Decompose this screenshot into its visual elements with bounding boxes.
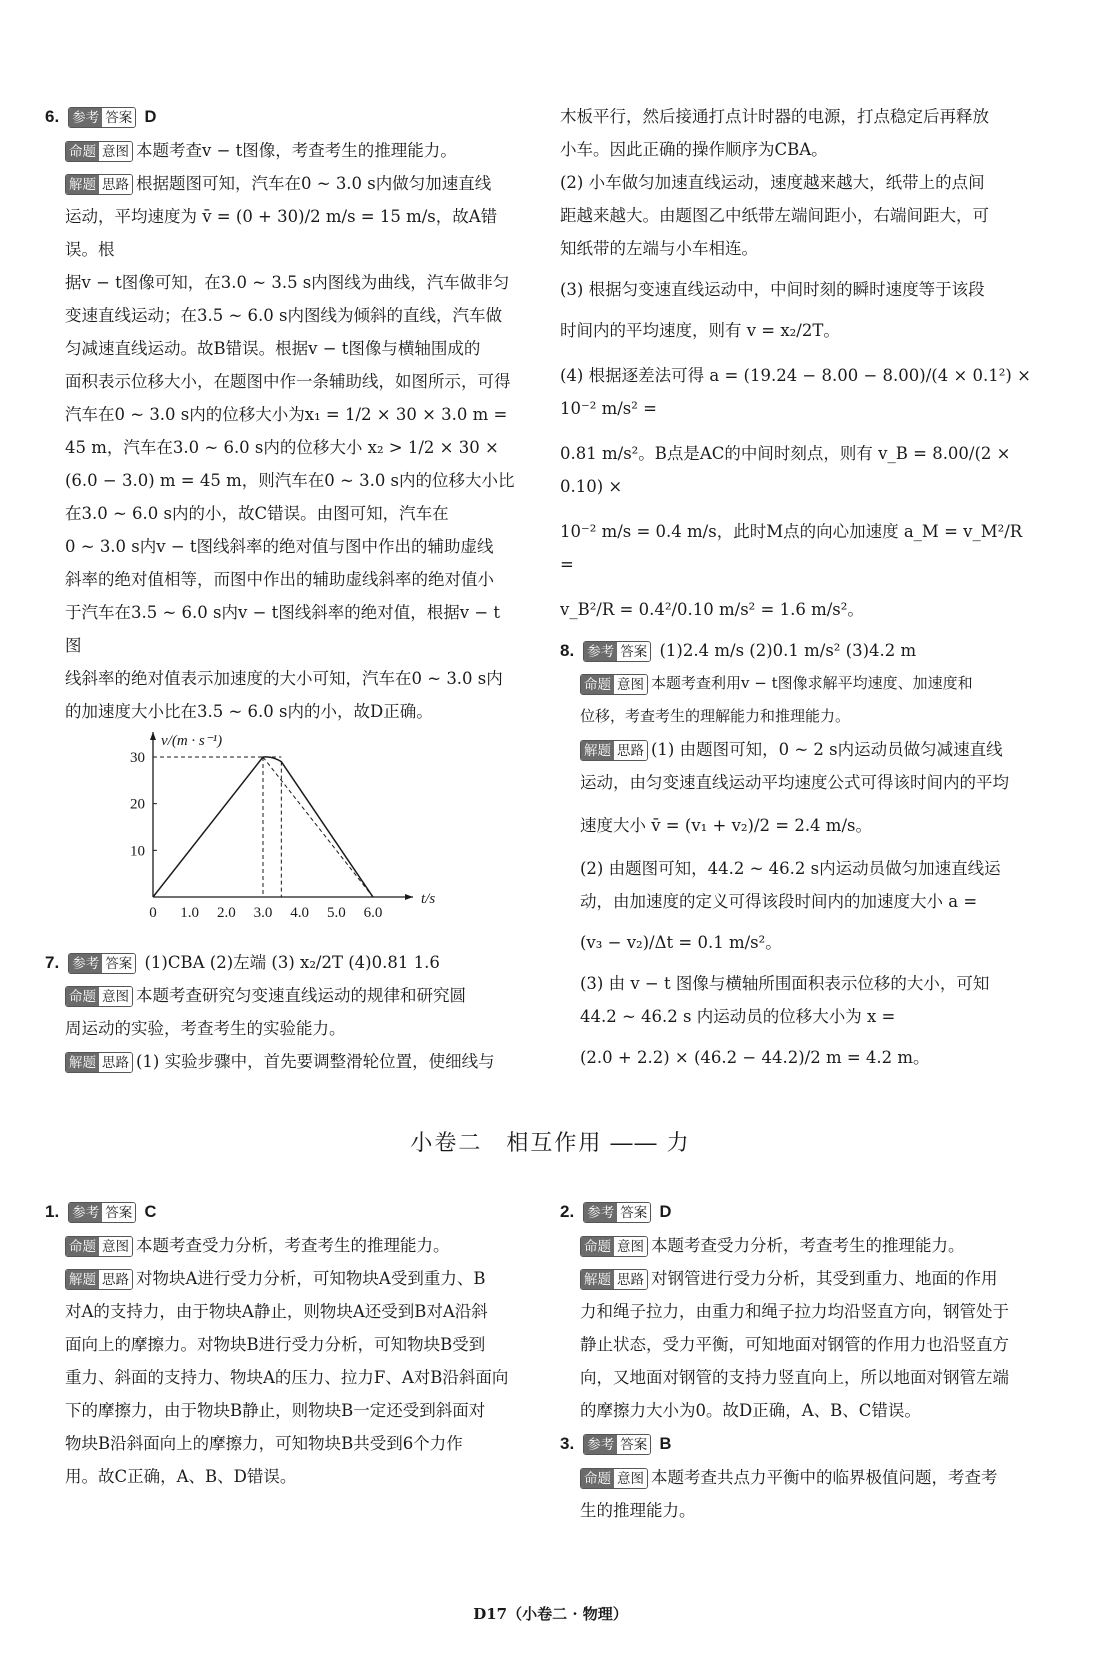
solution-line: 距越来越大。由题图乙中纸带左端间距小，右端间距大，可 [560,206,989,225]
solution-line: (2) 由题图可知，44.2 ~ 46.2 s内运动员做匀加速直线运 [580,859,1001,878]
x-tick-label: 0 [149,905,157,921]
solution-line: (3) 由 v − t 图像与横轴所围面积表示位移的大小，可知 [580,974,990,993]
solution-line: 10⁻² m/s = 0.4 m/s，此时M点的向心加速度 a_M = v_M²/R = [560,522,1023,574]
solution-line: 重力、斜面的支持力、物块A的压力、拉力F、A对B沿斜面向 [65,1368,509,1387]
solution-line: 面积表示位移大小，在题图中作一条辅助线，如图所示，可得 [65,372,511,391]
intent-text: 本题考查v − t图像，考查考生的推理能力。 [136,141,457,160]
solution-line: (v₃ − v₂)/Δt = 0.1 m/s²。 [580,933,782,952]
intent-text: 本题考查共点力平衡中的临界极值问题，考查考 [651,1468,998,1487]
left-column [45,100,515,728]
solution-line: 0 ~ 3.0 s内v − t图线斜率的绝对值与图中作出的辅助虚线 [65,537,494,556]
solution-line: 据v − t图像可知，在3.0 ~ 3.5 s内图线为曲线，汽车做非匀 [65,273,510,292]
x-axis-arrow [405,894,413,900]
intent-text: 本题考查受力分析，考查考生的推理能力。 [651,1236,965,1255]
solution-line: 的摩擦力大小为0。故D正确，A、B、C错误。 [580,1401,921,1420]
answer-tag: 参考 答案 [583,1434,651,1455]
series-line [153,757,373,897]
intent-tag: 命题 意图 [65,141,133,162]
solution-tag: 解题 思路 [65,174,133,195]
solution-line: 匀减速直线运动。故B错误。根据v − t图像与横轴围成的 [65,339,481,358]
solution-line: (2.0 + 2.2) × (46.2 − 44.2)/2 m = 4.2 m。 [580,1048,930,1067]
solution-line: 向，又地面对钢管的支持力竖直向上，所以地面对钢管左端 [580,1368,1009,1387]
solution-tag: 解题 思路 [65,1052,133,1073]
auxiliary-line [263,757,373,897]
solution-line: 斜率的绝对值相等，而图中作出的辅助虚线斜率的绝对值小 [65,570,494,589]
solution-line: 静止状态，受力平衡，可知地面对钢管的作用力也沿竖直方 [580,1335,1009,1354]
question-7 [45,946,515,1078]
sec2-question-3 [560,1427,1035,1527]
vt-chart [95,722,455,922]
answer-value: (1)CBA (2)左端 (3) x₂/2T (4)0.81 1.6 [144,953,440,972]
solution-line: 45 m，汽车在3.0 ~ 6.0 s内的位移大小 x₂ > 1/2 × 30 × [65,438,499,457]
x-axis-label: t/s [421,891,436,907]
question-number: 8. [560,641,575,660]
intent-text: 周运动的实验，考查考生的实验能力。 [65,1019,346,1038]
right-column [560,100,1035,1074]
x-tick-label: 3.0 [253,905,273,921]
solution-line: 知纸带的左端与小车相连。 [560,239,758,258]
solution-line: 对钢管进行受力分析，其受到重力、地面的作用 [651,1269,998,1288]
solution-line: 汽车在0 ~ 3.0 s内的位移大小为x₁ = 1/2 × 30 × 3.0 m = [65,405,508,424]
solution-line: 动，由加速度的定义可得该段时间内的加速度大小 a = [580,892,978,911]
solution-line: (1) 由题图可知，0 ~ 2 s内运动员做匀减速直线 [651,740,1003,759]
intent-text: 本题考查利用v − t图像求解平均速度、加速度和 [651,674,973,692]
solution-line: 下的摩擦力，由于物块B静止，则物块B一定还受到斜面对 [65,1401,486,1420]
solution-line: 根据题图可知，汽车在0 ~ 3.0 s内做匀加速直线 [136,174,492,193]
y-tick-label: 10 [130,843,145,860]
solution-tag: 解题 思路 [580,1269,648,1290]
solution-line: 小车。因此正确的操作顺序为CBA。 [560,140,828,159]
x-tick-label: 6.0 [363,905,383,921]
solution-line: (3) 根据匀变速直线运动中，中间时刻的瞬时速度等于该段 [560,280,985,299]
solution-line: 对A的支持力，由于物块A静止，则物块A还受到B对A沿斜 [65,1302,488,1321]
solution-tag: 解题 思路 [580,740,648,761]
solution-line: 0.81 m/s²。B点是AC的中间时刻点，则有 v_B = 8.00/(2 × 0.10) × [560,444,1011,496]
question-8 [560,634,1035,1074]
question-number: 6. [45,107,60,126]
question-number: 3. [560,1434,575,1453]
solution-line: 于汽车在3.5 ~ 6.0 s内v − t图线斜率的绝对值，根据v − t图 [65,603,501,655]
question-6 [45,100,515,728]
solution-line: v_B²/R = 0.4²/0.10 m/s² = 1.6 m/s²。 [560,600,864,619]
solution-line: 力和绳子拉力，由重力和绳子拉力均沿竖直方向，钢管处于 [580,1302,1009,1321]
y-axis-label: v/(m · s⁻¹) [161,733,223,749]
intent-text: 位移，考查考生的理解能力和推理能力。 [580,707,851,725]
intent-text: 生的推理能力。 [580,1501,696,1520]
question-number: 2. [560,1202,575,1221]
solution-line: 变速直线运动；在3.5 ~ 6.0 s内图线为倾斜的直线，汽车做 [65,306,503,325]
x-tick-label: 2.0 [216,905,236,921]
solution-line: 用。故C正确，A、B、D错误。 [65,1467,297,1486]
intent-tag: 命题 意图 [580,674,648,695]
solution-line: 木板平行，然后接通打点计时器的电源，打点稳定后再释放 [560,107,989,126]
answer-tag: 参考 答案 [583,641,651,662]
answer-tag: 参考 答案 [68,953,136,974]
solution-line: 面向上的摩擦力。对物块B进行受力分析，可知物块B受到 [65,1335,486,1354]
y-tick-label: 30 [130,750,145,766]
intent-tag: 命题 意图 [65,1236,133,1257]
intent-tag: 命题 意图 [580,1468,648,1489]
x-tick-label: 5.0 [326,905,346,921]
answer-value: B [659,1435,672,1453]
question-number: 1. [45,1202,60,1221]
answer-tag: 参考 答案 [68,107,136,128]
solution-line: (6.0 − 3.0) m = 45 m，则汽车在0 ~ 3.0 s内的位移大小比 [65,471,515,490]
sec2-right-column [560,1195,1035,1527]
intent-tag: 命题 意图 [580,1236,648,1257]
intent-tag: 命题 意图 [65,986,133,1007]
solution-line: (4) 根据逐差法可得 a = (19.24 − 8.00 − 8.00)/(4 × 0.1²) × 10⁻² m/s² = [560,366,1031,418]
solution-tag: 解题 思路 [65,1269,133,1290]
solution-line: (1) 实验步骤中，首先要调整滑轮位置，使细线与 [136,1052,495,1071]
answer-value: D [144,108,157,126]
answer-tag: 参考 答案 [68,1202,136,1223]
sec2-question-2 [560,1195,1035,1427]
sec2-question-1 [45,1195,515,1493]
section-title: 小卷二 相互作用 —— 力 [410,1130,691,1155]
y-tick-label: 20 [130,796,145,813]
y-axis-arrow [150,732,156,740]
solution-line: 运动，平均速度为 v̄ = (0 + 30)/2 m/s = 15 m/s，故A错误。根 [65,207,498,259]
solution-line: (2) 小车做匀加速直线运动，速度越来越大，纸带上的点间 [560,173,985,192]
solution-line: 在3.0 ~ 6.0 s内的小，故C错误。由图可知，汽车在 [65,504,449,523]
x-tick-label: 4.0 [290,905,310,921]
solution-line: 运动，由匀变速直线运动平均速度公式可得该时间内的平均 [580,773,1009,792]
solution-line: 速度大小 v̄ = (v₁ + v₂)/2 = 2.4 m/s。 [580,816,872,835]
solution-line: 的加速度大小比在3.5 ~ 6.0 s内的小，故D正确。 [65,702,433,721]
x-tick-label: 1.0 [180,905,200,921]
answer-tag: 参考 答案 [583,1202,651,1223]
intent-text: 本题考查受力分析，考查考生的推理能力。 [136,1236,450,1255]
answer-value: (1)2.4 m/s (2)0.1 m/s² (3)4.2 m [659,641,917,660]
page-footer: D17（小卷二 · 物理） [473,1605,628,1623]
solution-line: 物块B沿斜面向上的摩擦力，可知物块B共受到6个力作 [65,1434,463,1453]
solution-line: 对物块A进行受力分析，可知物块A受到重力、B [136,1269,486,1288]
solution-line: 44.2 ~ 46.2 s 内运动员的位移大小为 x = [580,1007,896,1026]
answer-value: C [144,1203,157,1221]
intent-text: 本题考查研究匀变速直线运动的规律和研究圆 [136,986,466,1005]
solution-line: 线斜率的绝对值表示加速度的大小可知，汽车在0 ~ 3.0 s内 [65,669,503,688]
solution-line: 时间内的平均速度，则有 v = x₂/2T。 [560,321,840,340]
question-number: 7. [45,953,60,972]
answer-value: D [659,1203,672,1221]
